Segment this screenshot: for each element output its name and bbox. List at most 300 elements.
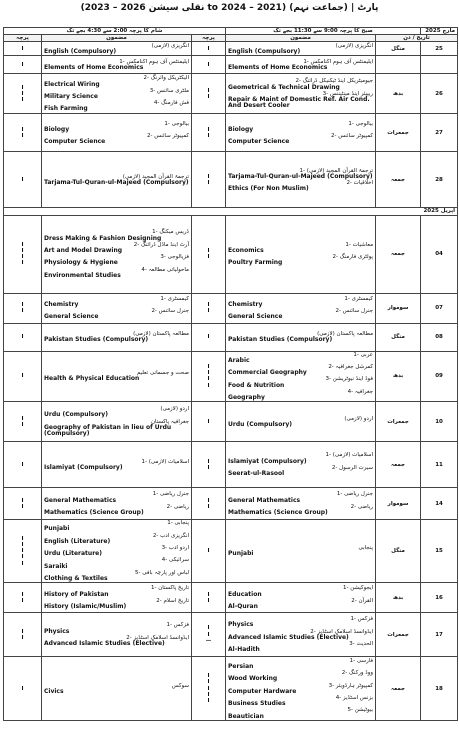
morning-subject-cell (226, 402, 376, 442)
morning-subject-cell (226, 114, 376, 152)
subject-urdu: 1- فزکس (166, 622, 189, 629)
month-april: اپریل 2025 (4, 208, 458, 215)
subject-entry (228, 416, 373, 428)
subject-english: Biology (228, 125, 254, 133)
schedule-row (4, 613, 458, 657)
evening-paper-cell (4, 351, 42, 402)
paper-number: I (21, 97, 24, 103)
subject-urdu: انگریزی (لازمی) (151, 42, 189, 49)
subject-urdu: 4- سرائیکی (161, 557, 189, 564)
paper-number: I (207, 631, 210, 638)
day-cell: جمعرات (376, 114, 421, 152)
subject-english: Chemistry (44, 300, 79, 308)
morning-subject-cell (226, 215, 376, 293)
subject-english: Punjabi (228, 550, 254, 558)
month-april-row (4, 208, 458, 215)
subject-english: Computer Science (44, 138, 106, 146)
subject-entry (228, 670, 373, 682)
day-cell: سوموار (376, 488, 421, 520)
subject-entry (44, 229, 189, 241)
schedule-row (4, 152, 458, 208)
morning-subject-cell (226, 56, 376, 74)
paper-number: I (207, 691, 210, 698)
subject-english: Fish Farming (44, 105, 88, 113)
subject-entry (44, 75, 189, 87)
subject-entry (44, 370, 189, 382)
subject-urdu: 3- اردو ادب (161, 545, 189, 552)
schedule-row (4, 442, 458, 488)
subject-urdu: انگریزی (لازمی) (335, 42, 374, 49)
evening-subject-cell (42, 520, 192, 583)
morning-paper-cell (192, 293, 226, 323)
subject-urdu: 2- جیومیٹریکل اینڈ ٹیکنیکل ڈرائنگ (295, 78, 374, 85)
subject-english: English (Compulsory) (44, 47, 117, 55)
subject-entry (228, 491, 373, 503)
evening-subject-cell (42, 114, 192, 152)
morning-subject-cell (226, 520, 376, 583)
paper-number: I (207, 625, 210, 632)
subject-english: Wood Working (228, 675, 278, 683)
paper-number: I (207, 370, 210, 377)
evening-subject-cell (42, 293, 192, 323)
morning-paper-cell (192, 442, 226, 488)
subject-english: English (Literature) (44, 537, 111, 545)
schedule-row (4, 56, 458, 74)
subject-urdu: 2- پولٹری فارمنگ (332, 254, 374, 261)
subject-english: Clothing & Textiles (44, 575, 108, 583)
subject-urdu: 2- انگریزی ادب (152, 532, 189, 539)
date-cell: 11 (421, 442, 458, 488)
morning-subject-header: مضمون (226, 35, 376, 42)
day-cell: منگل (376, 323, 421, 351)
subject-english: Persian (228, 662, 254, 670)
subject-entry (44, 557, 189, 569)
day-cell: جمعہ (376, 215, 421, 293)
subject-english: Economics (228, 246, 264, 254)
evening-subject-cell (42, 42, 192, 56)
subject-english: Health & Physical Education (44, 375, 140, 383)
subject-entry (228, 364, 373, 376)
subject-english: Repair & Maint of Domestic Ref. Air Cond. And Desert Cooler (228, 96, 370, 110)
schedule-row (4, 583, 458, 613)
paper-number: I (21, 541, 24, 548)
subject-entry (44, 133, 189, 145)
evening-paper-cell (4, 56, 42, 74)
morning-subject-cell (226, 293, 376, 323)
subject-entry (44, 622, 189, 634)
paper-number: I (21, 308, 24, 315)
evening-subject-cell (42, 657, 192, 721)
evening-subject-cell (42, 583, 192, 613)
subject-urdu: 2- کمرشل جغرافیہ (328, 364, 374, 371)
subject-entry (228, 641, 373, 653)
evening-paper-cell (4, 520, 42, 583)
paper-number: I (21, 260, 24, 267)
subject-entry (44, 406, 189, 418)
evening-paper-cell (4, 583, 42, 613)
paper-number: I (207, 679, 210, 686)
date-cell: 08 (421, 323, 458, 351)
paper-number: I (207, 93, 210, 100)
subject-english: Arabic (228, 356, 250, 364)
evening-subject-cell (42, 152, 192, 208)
paper-number: I (21, 90, 24, 97)
subject-entry (228, 504, 373, 516)
subject-urdu: ترجمۃ القرآن المجید (لازمی) (122, 173, 189, 180)
schedule-row (4, 402, 458, 442)
subject-urdu: 1- بیالوجی (164, 120, 189, 127)
subject-english: Mathematics (Science Group) (44, 508, 144, 516)
subject-english: Geography (228, 394, 265, 402)
paper-number: I (21, 334, 24, 340)
paper-number: I (207, 673, 210, 680)
subject-urdu: 2- کمپیوٹر سائنس (331, 132, 374, 139)
paper-number: I (207, 179, 210, 186)
subject-urdu: 2- ایڈوانسڈ اسلامک اسٹڈیز (310, 628, 374, 635)
subject-entry (228, 352, 373, 364)
day-cell: جمعہ (376, 152, 421, 208)
paper-number: I (207, 254, 210, 261)
subject-urdu: 2- الیکٹریکل وائرنگ (143, 75, 189, 82)
subject-english: Military Science (44, 92, 98, 100)
subject-urdu: 2- سیرت الرسول (331, 464, 374, 471)
subject-english: Tarjama-Tul-Quran-ul-Majeed (Compulsory) (44, 178, 189, 186)
day-cell (376, 56, 421, 74)
paper-number: I (21, 554, 24, 561)
subject-english: Tarjama-Tul-Quran-ul-Majeed (Compulsory) (228, 172, 373, 180)
morning-paper-cell (192, 351, 226, 402)
date-cell: 18 (421, 657, 458, 721)
subject-entry (228, 180, 373, 192)
subject-english: Computer Science (228, 138, 290, 146)
time-header-row (4, 28, 458, 35)
subject-urdu: 1- کیمسٹری (344, 295, 374, 302)
paper-number: I (207, 382, 210, 389)
schedule-row (4, 74, 458, 114)
day-cell: بدھ (376, 351, 421, 402)
evening-paper-cell (4, 215, 42, 293)
date-cell: 27 (421, 114, 458, 152)
subject-entry (44, 296, 189, 308)
evening-subject-cell (42, 402, 192, 442)
date-cell: 16 (421, 583, 458, 613)
paper-number: I (207, 685, 210, 692)
paper-number: I (21, 461, 24, 468)
paper-number: I (21, 241, 24, 248)
subject-urdu: 1- اسلامیات (لازمی) (325, 452, 374, 459)
paper-number: I (21, 415, 24, 422)
subject-entry (228, 658, 373, 670)
subject-urdu: 5- لباس اور پارچہ بافی (135, 569, 189, 576)
subject-english: Elements of Home Economics (44, 63, 144, 71)
subject-entry (228, 168, 373, 180)
date-cell: 10 (421, 402, 458, 442)
paper-number: I (207, 247, 210, 254)
paper-number: I (21, 301, 24, 308)
paper-number: I (207, 464, 210, 471)
subject-english: Mathematics (Science Group) (228, 508, 328, 516)
morning-paper-cell (192, 402, 226, 442)
subject-urdu: 2- ریاضی (350, 503, 374, 510)
subject-english: Physics (44, 627, 70, 635)
subject-entry (228, 707, 373, 719)
subject-entry (228, 59, 373, 71)
subject-entry (44, 520, 189, 532)
morning-paper-cell (192, 215, 226, 293)
schedule-row (4, 488, 458, 520)
subject-entry (44, 635, 189, 647)
paper-number: I (21, 597, 24, 604)
subject-urdu: 1- بیالوجی (348, 120, 374, 127)
subject-english: Islamiyat (Compulsory) (228, 457, 307, 465)
column-header-row (4, 35, 458, 42)
day-cell: منگل (376, 520, 421, 583)
subject-english: Physiology & Hygiene (44, 259, 118, 267)
evening-paper-cell (4, 293, 42, 323)
day-cell: منگل (376, 42, 421, 56)
subject-urdu: 1- جنرل ریاضی (152, 491, 189, 498)
subject-entry (228, 133, 373, 145)
subject-english: Environmental Studies (44, 271, 121, 279)
subject-english: Saraiki (44, 562, 68, 570)
evening-subject-cell (42, 613, 192, 657)
subject-entry (44, 504, 189, 516)
day-cell: جمعرات (376, 402, 421, 442)
evening-subject-cell (42, 488, 192, 520)
subject-english: General Science (228, 313, 283, 321)
day-cell: جمعہ (376, 442, 421, 488)
subject-urdu: مطالعہ پاکستان (لازمی) (317, 330, 374, 337)
subject-english: Ethics (For Non Muslim) (228, 185, 309, 193)
subject-entry (44, 88, 189, 100)
morning-subject-cell (226, 583, 376, 613)
evening-subject-cell (42, 442, 192, 488)
paper-number: I (21, 685, 24, 692)
subject-urdu: 2- جنرل سائنس (335, 308, 374, 315)
paper-number: I (207, 308, 210, 315)
subject-english: General Science (44, 313, 99, 321)
subject-entry (44, 545, 189, 557)
paper-number: I (21, 535, 24, 542)
morning-paper-cell (192, 74, 226, 114)
subject-entry (228, 43, 373, 55)
schedule-row (4, 520, 458, 583)
paper-number: I (21, 132, 24, 139)
subject-entry (228, 616, 373, 628)
subject-urdu: 1- فارسی (349, 657, 374, 664)
subject-english: Physics (228, 621, 254, 629)
subject-urdu: 5- بیوٹیشن (347, 707, 374, 714)
evening-paper-cell (4, 402, 42, 442)
date-cell: 09 (421, 351, 458, 402)
evening-paper-cell (4, 657, 42, 721)
evening-paper-cell (4, 114, 42, 152)
schedule-row (4, 42, 458, 56)
subject-urdu: 1- پنجابی (167, 520, 189, 527)
paper-number: I (21, 126, 24, 133)
paper-number: I (21, 247, 24, 254)
subject-entry (228, 254, 373, 266)
paper-number: I (207, 698, 210, 705)
morning-paper-cell (192, 613, 226, 657)
subject-english: Urdu (Literature) (44, 550, 102, 558)
morning-subject-cell (226, 42, 376, 56)
subject-urdu: 1- جنرل ریاضی (336, 491, 374, 498)
date-cell: 25 (421, 42, 458, 56)
subject-urdu: سوکس (171, 682, 189, 689)
paper-number: I (207, 61, 210, 68)
subject-entry (228, 296, 373, 308)
subject-entry (44, 308, 189, 320)
paper-number: I (21, 421, 24, 428)
date-cell: 15 (421, 520, 458, 583)
morning-paper-cell (192, 323, 226, 351)
subject-urdu: 1- کیمسٹری (160, 295, 189, 302)
subject-english: Geometrical & Technical Drawing (228, 83, 340, 91)
subject-entry (228, 629, 373, 641)
morning-paper-cell (192, 583, 226, 613)
evening-paper-cell (4, 613, 42, 657)
morning-subject-cell (226, 152, 376, 208)
subject-urdu: 1- ترجمۃ القرآن المجید (لازمی) (299, 167, 374, 174)
paper-number: I (21, 176, 24, 183)
subject-english: Computer Hardware (228, 687, 297, 695)
subject-entry (228, 121, 373, 133)
subject-entry (228, 389, 373, 401)
subject-entry (228, 308, 373, 320)
subject-english: Chemistry (228, 300, 263, 308)
morning-paper-cell (192, 152, 226, 208)
subject-english: Pakistan Studies (Compulsory) (44, 336, 149, 344)
subject-entry (44, 43, 189, 55)
paper-number: I (21, 591, 24, 598)
paper-number: I (207, 548, 210, 555)
subject-english: Islamiyat (Compulsory) (44, 463, 123, 471)
subject-urdu: 3- ملٹری سائنس (149, 87, 189, 94)
subject-english: Biology (44, 125, 70, 133)
subject-urdu: 4- جغرافیہ (347, 388, 374, 395)
subject-english: Food & Nutrition (228, 381, 285, 389)
subject-urdu: اردو (لازمی) (160, 406, 189, 413)
paper-number: I (207, 458, 210, 465)
subject-english: General Mathematics (228, 496, 301, 504)
subject-english: Urdu (Compulsory) (44, 411, 108, 419)
subject-urdu: مطالعہ پاکستان (لازمی) (133, 330, 189, 337)
subject-english: Beautician (228, 712, 264, 720)
subject-urdu: 1- اسلامیات (لازمی) (141, 458, 189, 465)
subject-urdu: 1- معاشیات (345, 241, 374, 248)
subject-english: Punjabi (44, 525, 70, 533)
paper-number: I (21, 254, 24, 261)
subject-english: History (Islamic/Muslim) (44, 602, 127, 610)
subject-urdu: 3- ریپیئر اینڈ مینٹیننس (322, 90, 374, 97)
schedule-row (4, 114, 458, 152)
subject-english: Poultry Farming (228, 259, 283, 267)
subject-urdu: 4- بزنس اسٹڈیز (335, 694, 374, 701)
paper-number: I (21, 497, 24, 504)
subject-english: Commercial Geography (228, 369, 307, 377)
evening-subject-cell (42, 215, 192, 293)
morning-paper-cell (192, 42, 226, 56)
subject-urdu: 2- القرآن (351, 597, 374, 604)
paper-number: I (207, 503, 210, 510)
schedule-row (4, 293, 458, 323)
morning-subject-cell (226, 323, 376, 351)
schedule-row (4, 657, 458, 721)
subject-entry (44, 59, 189, 71)
paper-number: I (207, 126, 210, 133)
date-cell: 04 (421, 215, 458, 293)
subject-entry (228, 683, 373, 695)
subject-urdu: 1- تاریخ پاکستان (150, 585, 189, 592)
subject-english: Geography of Pakistan in lieu of Urdu (Compulsory) (44, 423, 172, 438)
subject-entry (228, 585, 373, 597)
subject-entry (228, 545, 373, 557)
subject-english: Art and Model Drawing (44, 246, 123, 254)
paper-number: I (21, 560, 24, 567)
subject-entry (228, 91, 373, 110)
subject-urdu: 3- الحدیث (349, 640, 374, 647)
subject-urdu: 2- جنرل سائنس (151, 308, 189, 315)
subject-english: Pakistan Studies (Compulsory) (228, 336, 333, 344)
subject-english: Advanced Islamic Studies (Elective) (228, 633, 349, 641)
paper-number: I (207, 45, 210, 52)
morning-paper-cell (192, 520, 226, 583)
paper-number: — (205, 637, 212, 644)
subject-urdu: 1- عربی (353, 351, 374, 358)
subject-entry (228, 331, 373, 343)
subject-urdu: 3- فزیالوجی (160, 254, 189, 261)
paper-number: I (207, 364, 210, 371)
paper-number: I (207, 301, 210, 308)
morning-paper-header: پرچہ (192, 35, 226, 42)
date-cell: 17 (421, 613, 458, 657)
evening-subject-header: مضمون (42, 35, 192, 42)
datesheet-table (3, 27, 458, 721)
subject-entry (228, 78, 373, 90)
evening-subject-cell (42, 351, 192, 402)
day-cell: بدھ (376, 74, 421, 114)
subject-english: History of Pakistan (44, 590, 109, 598)
evening-paper-cell (4, 442, 42, 488)
subject-urdu: 2- آرٹ اینڈ ماڈل ڈرائنگ (133, 241, 189, 248)
subject-urdu: 3- فوڈ اینڈ نیوٹریشن (325, 376, 374, 383)
subject-entry (44, 331, 189, 343)
subject-entry (44, 100, 189, 112)
subject-english: Al-Quran (228, 602, 258, 610)
subject-english: General Mathematics (44, 496, 117, 504)
morning-paper-cell (192, 114, 226, 152)
subject-english: Education (228, 590, 262, 598)
paper-number: I (207, 591, 210, 598)
paper-number: I (21, 61, 24, 68)
subject-entry (44, 174, 189, 186)
evening-paper-header: پرچہ (4, 35, 42, 42)
morning-paper-cell (192, 488, 226, 520)
paper-number: I (21, 634, 24, 641)
subject-entry (44, 121, 189, 133)
morning-subject-cell (226, 442, 376, 488)
paper-number: I (207, 173, 210, 180)
subject-entry (228, 598, 373, 610)
evening-paper-cell (4, 152, 42, 208)
evening-subject-cell (42, 74, 192, 114)
schedule-row (4, 323, 458, 351)
morning-paper-cell (192, 657, 226, 721)
morning-subject-cell (226, 488, 376, 520)
subject-urdu: 3- کمپیوٹر ہارڈویئر (328, 682, 374, 689)
morning-subject-cell (226, 613, 376, 657)
